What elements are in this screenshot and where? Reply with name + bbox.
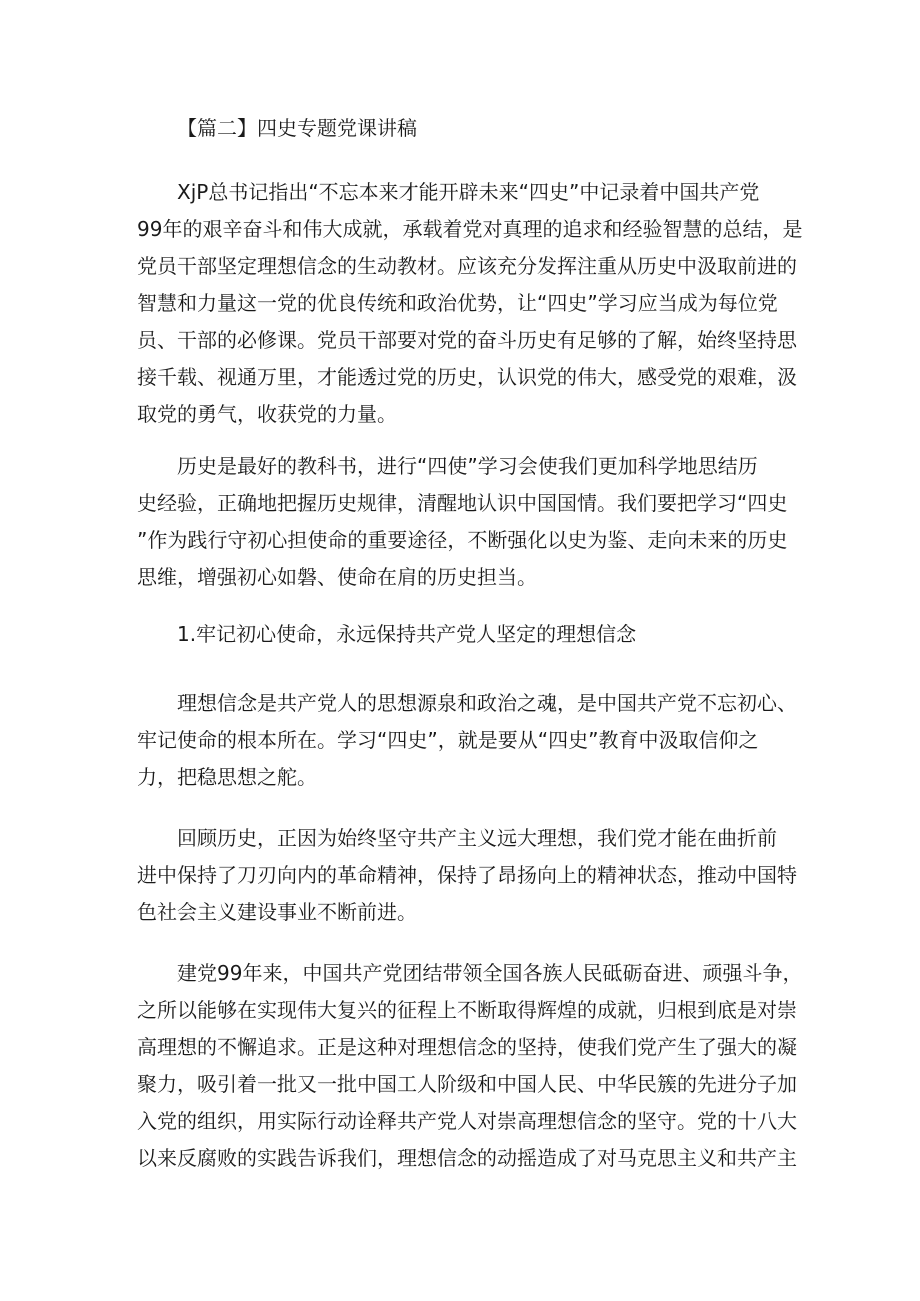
- paragraph-ideals: [137, 685, 797, 796]
- paragraph-line: 接千载、视通万里，才能透过党的历史，认识党的伟大，感受党的艰难，汲: [137, 365, 797, 389]
- paragraph-line: 聚力，吸引着一批又一批中国工人阶级和中国人民、中华民簇的先进分子加: [137, 1072, 797, 1096]
- paragraph-line: 史经验，正确地把握历史规律，清醒地认识中国国情。我们要把学习“四史: [137, 491, 788, 515]
- paragraph-line: 之所以能够在实现伟大复兴的征程上不断取得辉煌的成就，归根到底是对崇: [137, 998, 797, 1022]
- paragraph-line: 牢记使命的根本所在。学习“四史”，就是要从“四史”教育中汲取信仰之: [137, 728, 759, 752]
- paragraph-line: XjP总书记指出“不忘本来才能开辟未来“四史”中记录着中国共产党: [177, 180, 760, 204]
- paragraph-line: 高理想的不懈追求。正是这种对理想信念的坚持，使我们党产生了强大的凝: [137, 1035, 797, 1059]
- paragraph-line: 99年的艰辛奋斗和伟大成就，承载着党对真理的追求和经验智慧的总结，是: [137, 217, 803, 241]
- paragraph-line: 思维，增强初心如磐、使命在肩的历史担当。: [137, 565, 537, 589]
- paragraph-line: 员、干部的必修课。党员干部要对党的奋斗历史有足够的了解，始终坚持思: [137, 328, 797, 352]
- paragraph-line: 取党的勇气，收获党的力量。: [137, 402, 397, 426]
- paragraph-line: 回顾历史，正因为始终坚守共产主义远大理想，我们党才能在曲折前: [177, 826, 777, 850]
- paragraph-line: 色社会主义建设事业不断前进。: [137, 900, 417, 924]
- paragraph-review: [137, 820, 797, 931]
- document-title: 【篇二】四史专题党课讲稿: [177, 116, 417, 140]
- paragraph-intro: [137, 174, 803, 433]
- paragraph-line: 力，把稳思想之舵。: [137, 765, 317, 789]
- paragraph-line: 党员干部坚定理想信念的生动教材。应该充分发挥注重从历史中汲取前进的: [137, 254, 797, 278]
- paragraph-line: 入党的组织，用实际行动诠释共产党人对崇高理想信念的坚守。党的十八大: [137, 1109, 797, 1133]
- paragraph-line: 以来反腐败的实践告诉我们，理想信念的动摇造成了对马克思主义和共产主: [137, 1146, 797, 1170]
- paragraph-line: 智慧和力量这一党的优良传统和政治优势，让“四史”学习应当成为每位党: [137, 291, 778, 315]
- paragraph-line: 建党99年来，中国共产党团结带领全国各族人民砥砺奋进、顽强斗争，: [177, 961, 803, 985]
- paragraph-line: 历史是最好的教科书，进行“四使”学习会使我们更加科学地思结历: [177, 454, 758, 478]
- section-heading: 1.牢记初心使命，永远保持共产党人坚定的理想信念: [177, 622, 637, 646]
- paragraph-history: [137, 448, 797, 596]
- paragraph-line: ”作为践行守初心担使命的重要途径，不断强化以史为鉴、走向未来的历史: [137, 528, 788, 552]
- paragraph-line: 进中保持了刀刃向内的革命精神，保持了昂扬向上的精神状态，推动中国特: [137, 863, 797, 887]
- paragraph-line: 理想信念是共产党人的思想源泉和政治之魂，是中国共产党不忘初心、: [177, 691, 797, 715]
- paragraph-founding: [137, 955, 803, 1177]
